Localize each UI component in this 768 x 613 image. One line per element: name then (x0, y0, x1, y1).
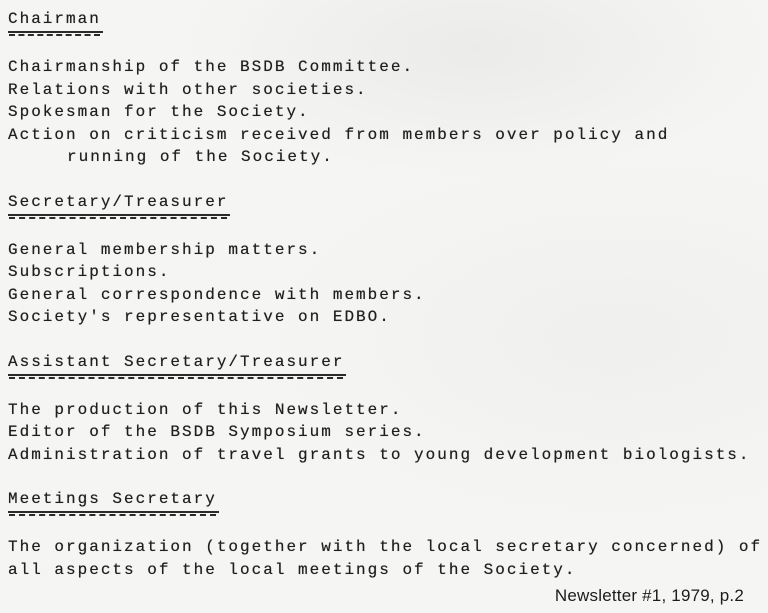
duty-line: Spokesman for the Society. (8, 103, 310, 121)
duty-line: Action on criticism received from members over policy and (8, 125, 670, 144)
section-meetings-secretary (8, 489, 768, 581)
duty-line: Relations with other societies. (8, 80, 368, 99)
section-heading: Chairman (8, 9, 103, 33)
section-heading-row (8, 9, 768, 33)
duty-line: The organization (together with the local secretary concerned) of (8, 538, 763, 556)
duty-line-continuation: running of the Society. (67, 148, 334, 166)
duty-line: The production of this Newsletter. (8, 400, 403, 419)
section-heading-row (8, 489, 768, 513)
section-heading: Secretary/Treasurer (8, 192, 230, 216)
duty-line: all aspects of the local meetings of the Society. (8, 560, 577, 579)
duty-line: Chairmanship of the BSDB Committee. (8, 58, 415, 76)
duty-line: Administration of travel grants to young development biologists. (8, 445, 751, 464)
duty-list (8, 399, 768, 467)
section-heading: Meetings Secretary (8, 489, 219, 513)
section-heading-row (8, 352, 768, 376)
section-heading-row (8, 192, 768, 216)
section-chairman (8, 9, 768, 169)
page-caption: Newsletter #1, 1979, p.2 (554, 586, 744, 605)
duty-line: Editor of the BSDB Symposium series. (8, 423, 426, 441)
section-assistant-secretary-treasurer (8, 352, 768, 467)
duty-line: General correspondence with members. (8, 285, 426, 304)
section-secretary-treasurer (8, 192, 768, 329)
duty-line: General membership matters. (8, 240, 322, 259)
duty-line: Subscriptions. (8, 263, 171, 281)
duty-list (8, 536, 768, 581)
duty-list (8, 56, 768, 169)
duty-line: Society's representative on EDBO. (8, 308, 391, 326)
duty-list (8, 239, 768, 329)
section-heading: Assistant Secretary/Treasurer (8, 352, 346, 376)
